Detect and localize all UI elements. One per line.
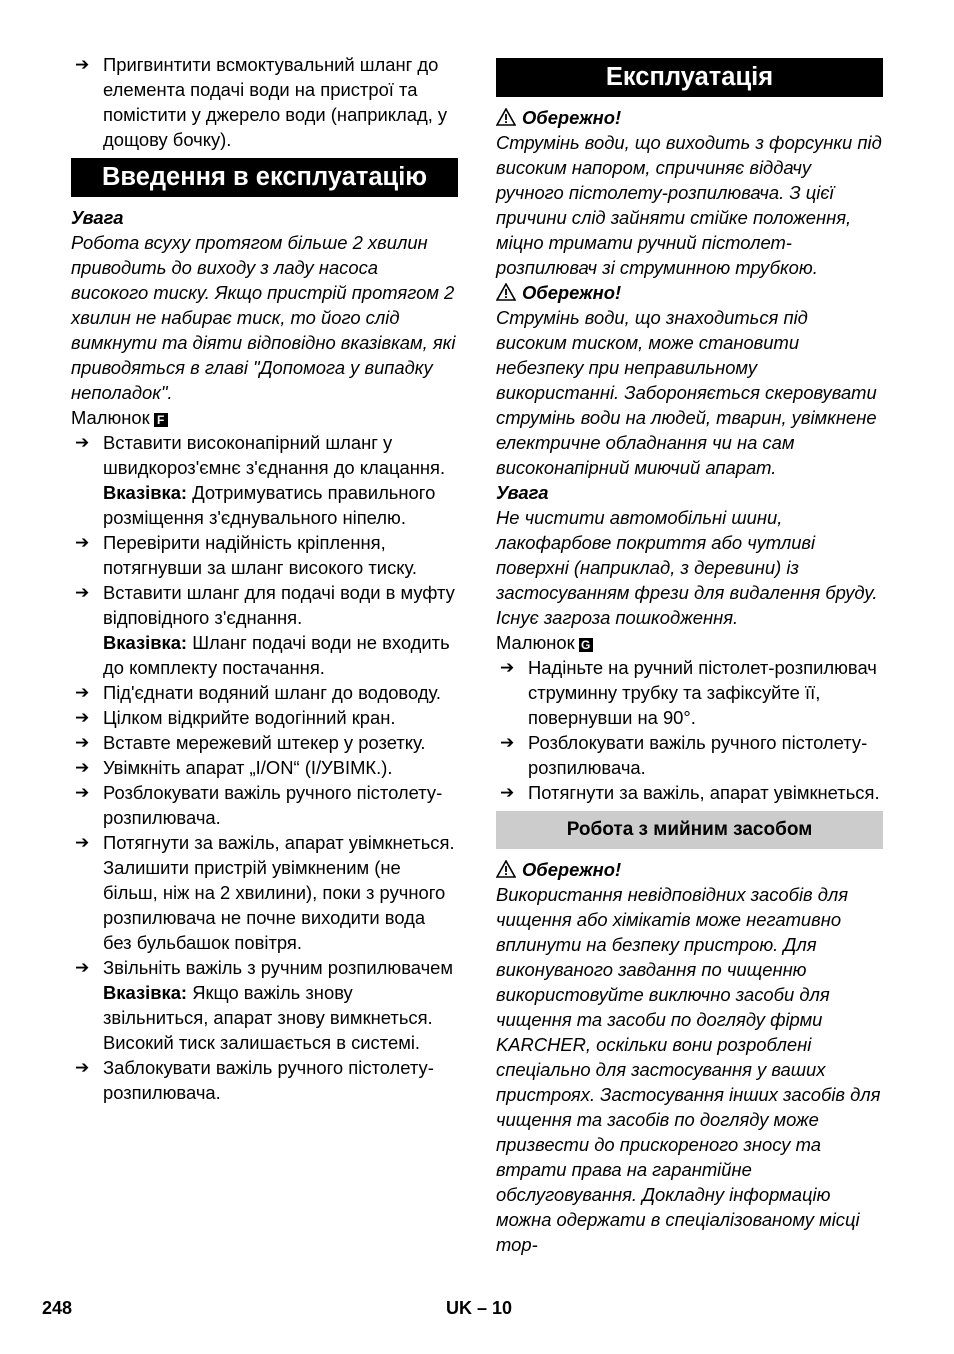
- warning-triangle-icon: [496, 108, 516, 126]
- section-heading: Експлуатація: [496, 58, 883, 97]
- page-number: 248: [42, 1298, 73, 1318]
- arrow-right-icon: ➔: [75, 958, 90, 977]
- instruction-text: Цілком відкрийте водогінний кран.: [103, 707, 396, 728]
- arrow-right-icon: ➔: [75, 758, 90, 777]
- note-label: Вказівка:: [103, 482, 188, 503]
- instruction-item: [496, 655, 883, 730]
- arrow-right-icon: ➔: [75, 833, 90, 852]
- instruction-text: Під'єднати водяний шланг до водоводу.: [103, 682, 442, 703]
- arrow-right-icon: ➔: [500, 733, 515, 752]
- notice-text: Робота всуху протягом більше 2 хвилин приводить до виходу з ладу насоса високого тиску. Якщо пристрій протягом 2 хвилин не набирає тиск, то його слід вимкнути та діяти відповідно вказівкам, які приводяться в главі "Допомога у випадку неполадок".: [71, 232, 456, 403]
- instruction-text: Пригвинтити всмоктувальний шланг до елемента подачі води на пристрої та помістити у джерело води (наприклад, у дощову бочку).: [103, 54, 448, 150]
- instruction-text: Потягнути за важіль, апарат увімкнеться.: [103, 832, 455, 853]
- left-column: [71, 52, 458, 1105]
- instruction-extra: Залишити пристрій увімкненим (не більш, ніж на 2 хвилини), поки з ручного розпилювача не почне виходити вода без бульбашок повітря.: [103, 857, 446, 953]
- note-text: Дотримуватись правильного розміщення з'єднувального ніпелю.: [103, 482, 436, 528]
- figure-reference: [71, 405, 458, 430]
- arrow-right-icon: ➔: [500, 783, 515, 802]
- instruction-item: [71, 780, 458, 830]
- arrow-right-icon: ➔: [500, 658, 515, 677]
- note-text: Шланг подачі води не входить до комплекту постачання.: [103, 632, 450, 678]
- notice-text: Не чистити автомобільні шини, лакофарбове покриття або чутливі поверхні (наприклад, з деревини) із застосуванням фрези для видалення бруду. Існує загроза пошкодження.: [496, 507, 878, 628]
- section-heading: Введення в експлуатацію: [71, 158, 458, 197]
- caution-title: Обережно!: [496, 105, 883, 130]
- arrow-right-icon: ➔: [75, 533, 90, 552]
- instruction-note: [103, 630, 458, 680]
- arrow-right-icon: ➔: [75, 783, 90, 802]
- arrow-right-icon: ➔: [75, 583, 90, 602]
- instruction-text: Перевірити надійність кріплення, потягнувши за шланг високого тиску.: [103, 532, 417, 578]
- instruction-item: [71, 830, 458, 955]
- instruction-text: Розблокувати важіль ручного пістолету-розпилювача.: [528, 732, 868, 778]
- warning-triangle-icon: [496, 283, 516, 301]
- caution-text: Струмінь води, що виходить з форсунки під високим напором, спричиняє віддачу ручного пістолету-розпилювача. З цієї причини слід зайняти стійке положення, міцно тримати ручний пістолет-розпилювач зі струминною трубкою.: [496, 132, 882, 278]
- instruction-item: [71, 955, 458, 1055]
- instruction-item: [71, 705, 458, 730]
- note-text: Якщо важіль знову звільниться, апарат знову вимкнеться. Високий тиск залишається в системі.: [103, 982, 433, 1053]
- instruction-item: [71, 530, 458, 580]
- instruction-text: Надіньте на ручний пістолет-розпилювач струминну трубку та зафіксуйте її, повернувши на 90°.: [528, 657, 877, 728]
- instruction-text: Вставте мережевий штекер у розетку.: [103, 732, 426, 753]
- arrow-right-icon: ➔: [75, 733, 90, 752]
- instruction-item: [71, 430, 458, 530]
- arrow-right-icon: ➔: [75, 1058, 90, 1077]
- instruction-text: Звільніть важіль з ручним розпилювачем: [103, 957, 454, 978]
- figure-reference: [496, 630, 883, 655]
- instruction-item: [496, 780, 883, 805]
- figure-letter: G: [579, 638, 593, 652]
- figure-label: Малюнок: [71, 407, 150, 428]
- instruction-item: [71, 580, 458, 680]
- note-label: Вказівка:: [103, 982, 188, 1003]
- note-label: Вказівка:: [103, 632, 188, 653]
- caution-text: Струмінь води, що знаходиться під високим тиском, може становити небезпеку при неправильному використанні. Забороняється скеровувати струмінь води на людей, тварин, увімкнене електричне обладнання чи на сам високонапірний миючий апарат.: [496, 307, 877, 478]
- right-column: [496, 52, 883, 1257]
- warning-triangle-icon: [496, 860, 516, 878]
- instruction-text: Вставити високонапірний шланг у швидкороз'ємнє з'єднання до клацання.: [103, 432, 446, 478]
- section-label: UK – 10: [446, 1298, 513, 1318]
- instruction-text: Розблокувати важіль ручного пістолету-розпилювача.: [103, 782, 443, 828]
- instruction-text: Потягнути за важіль, апарат увімкнеться.: [528, 782, 880, 803]
- figure-label: Малюнок: [496, 632, 575, 653]
- caution-title: Обережно!: [496, 857, 883, 882]
- arrow-right-icon: ➔: [75, 55, 90, 74]
- notice-title: Увага: [496, 482, 549, 503]
- caution-title: Обережно!: [496, 280, 883, 305]
- arrow-right-icon: ➔: [75, 708, 90, 727]
- subsection-heading: Робота з мийним засобом: [496, 811, 883, 849]
- instruction-item: [71, 680, 458, 705]
- instruction-item: [71, 755, 458, 780]
- instruction-item: [71, 1055, 458, 1105]
- arrow-right-icon: ➔: [75, 433, 90, 452]
- instruction-item: [71, 52, 458, 152]
- instruction-note: [103, 980, 458, 1055]
- instruction-text: Заблокувати важіль ручного пістолету-розпилювача.: [103, 1057, 434, 1103]
- instruction-note: [103, 480, 458, 530]
- notice-title: Увага: [71, 207, 124, 228]
- instruction-item: [496, 730, 883, 780]
- instruction-text: Увімкніть апарат „I/ON“ (I/УВІМК.).: [103, 757, 393, 778]
- arrow-right-icon: ➔: [75, 683, 90, 702]
- instruction-item: [71, 730, 458, 755]
- caution-text: Використання невідповідних засобів для чищення або хімікатів може негативно вплинути на безпеку пристрою. Для виконуваного завдання по чищенню використовуйте виключно засоби для чищення та засоби по догляду фірми KARCHER, оскільки вони розроблені спеціально для застосування у ваших пристроях. Застосування інших засобів для чищення та засобів по догляду може призвести до прискореного зносу та втрати права на гарантійне обслуговування. Докладну інформацію можна одержати в спеціалізованому місці тор-: [496, 884, 881, 1255]
- figure-letter: F: [154, 413, 168, 427]
- instruction-text: Вставити шланг для подачі води в муфту відповідного з'єднання.: [103, 582, 455, 628]
